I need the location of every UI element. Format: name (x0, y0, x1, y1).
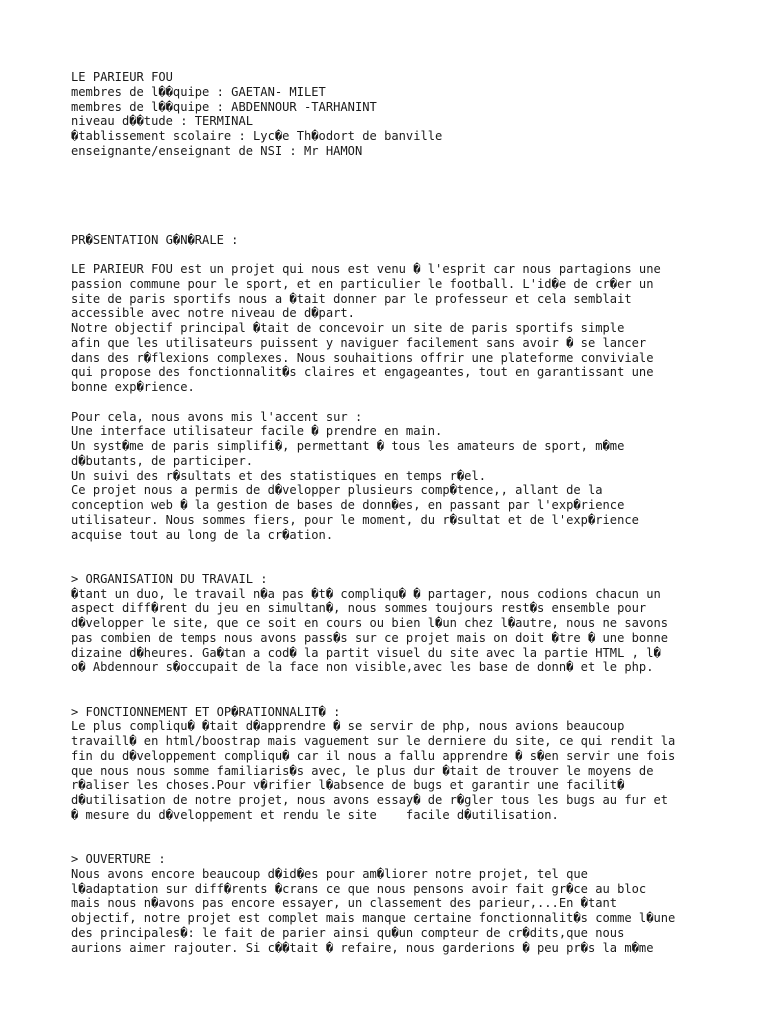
text-line: que nous nous somme familiaris�s avec, le plus dur �tait de trouver le moyens de (71, 763, 654, 778)
document-page (71, 70, 731, 955)
section-organisation (71, 572, 731, 675)
text-line: pas combien de temps nous avons pass�s sur ce projet mais on doit �tre � une bonne (71, 630, 669, 645)
text-line: aurions aimer rajouter. Si c��tait � refaire, nous garderions � peu pr�s la m�me (71, 940, 654, 955)
text-line: � mesure du d�veloppement et rendu le site facile d�utilisation. (71, 807, 559, 822)
section-title: > ORGANISATION DU TRAVAIL : (71, 571, 268, 586)
team-member-1: membres de l��quipe : GAETAN- MILET (71, 84, 326, 99)
team-member-2: membres de l��quipe : ABDENNOUR -TARHANINT (71, 99, 377, 114)
text-line: fin du d�veloppement compliqu� car il nous a fallu apprendre � s�en servir une fois (71, 748, 676, 763)
section-title: > FONCTIONNEMENT ET OP�RATIONNALIT� : (71, 704, 341, 719)
text-line: des principales�: le fait de parier ainsi qu�un compteur de cr�dits,que nous (71, 925, 625, 940)
document-header (71, 70, 731, 159)
study-level: niveau d��tude : TERMINAL (71, 114, 254, 129)
text-line: Ce projet nous a permis de d�velopper plusieurs comp�tence,, allant de la (71, 483, 603, 498)
paragraph (71, 410, 731, 543)
text-line: l�adaptation sur diff�rents �crans ce que nous pensons avoir fait gr�ce au bloc (71, 881, 647, 896)
section-presentation (71, 233, 731, 543)
text-line: d�butants, de participer. (71, 453, 254, 468)
text-line: aspect diff�rent du jeu en simultan�, nous sommes toujours rest�s ensemble pour (71, 601, 647, 616)
teacher-name: enseignante/enseignant de NSI : Mr HAMON (71, 143, 363, 158)
paragraph (71, 262, 731, 395)
text-line: qui propose des fonctionnalit�s claires et engageantes, tout en garantissant une (71, 365, 654, 380)
text-line: accessible avec notre niveau de d�part. (71, 306, 355, 321)
section-title: PR�SENTATION G�N�RALE : (71, 232, 239, 247)
paragraph (71, 719, 731, 822)
text-line: Pour cela, nous avons mis l'accent sur : (71, 409, 363, 424)
text-line: d�velopper le site, que ce soit en cours ou bien l�un chez l�autre, nous ne savons (71, 616, 669, 630)
text-line: o� Abdennour s�occupait de la face non visible,avec les base de donn� et le php. (71, 660, 654, 675)
text-line: afin que les utilisateurs puissent y naviguer facilement sans avoir � se lancer (71, 335, 647, 350)
section-ouverture (71, 852, 731, 955)
text-line: site de paris sportifs nous a �tait donner par le professeur et cela semblait (71, 291, 632, 306)
section-title: > OUVERTURE : (71, 852, 166, 866)
text-line: �tant un duo, le travail n�a pas �t� compliqu� � partager, nous codions chacun un (71, 586, 661, 601)
text-line: Nous avons encore beaucoup d�id�es pour am�liorer notre projet, tel que (71, 866, 588, 881)
text-line: travaill� en html/boostrap mais vaguement sur le derniere du site, ce qui rendit la (71, 734, 676, 748)
school-name: �tablissement scolaire : Lyc�e Th�odort de banville (71, 129, 443, 143)
text-line: dizaine d�heures. Ga�tan a cod� la partit visuel du site avec la partie HTML , l� (71, 645, 661, 660)
text-line: conception web � la gestion de bases de donn�es, en passant par l'exp�rience (71, 498, 625, 512)
text-line: Un suivi des r�sultats et des statistiques en temps r�el. (71, 468, 487, 483)
text-line: dans des r�flexions complexes. Nous souhaitions offrir une plateforme conviviale (71, 350, 654, 365)
text-line: r�aliser les choses.Pour v�rifier l�absence de bugs et garantir une facilit� (71, 778, 625, 793)
spacer (71, 159, 731, 233)
text-line: objectif, notre projet est complet mais manque certaine fonctionnalit�s comme l�une (71, 911, 676, 925)
section-fonctionnement (71, 705, 731, 823)
text-line: Notre objectif principal �tait de concevoir un site de paris sportifs simple (71, 321, 625, 335)
text-line: acquise tout au long de la cr�ation. (71, 527, 334, 542)
paragraph (71, 867, 731, 956)
paragraph (71, 587, 731, 676)
text-line: LE PARIEUR FOU est un projet qui nous est venu � l'esprit car nous partagions une (71, 262, 661, 276)
text-line: utilisateur. Nous sommes fiers, pour le moment, du r�sultat et de l'exp�rience (71, 512, 639, 527)
text-line: passion commune pour le sport, et en particulier le football. L'id�e de cr�er un (71, 276, 654, 291)
text-line: Une interface utilisateur facile � prendre en main. (71, 424, 443, 439)
project-title: LE PARIEUR FOU (71, 70, 173, 84)
text-line: Le plus compliqu� �tait d�apprendre � se servir de php, nous avions beaucoup (71, 719, 625, 734)
text-line: mais nous n�avons pas encore essayer, un classement des parieur,...En �tant (71, 896, 618, 911)
text-line: d�utilisation de notre projet, nous avons essay� de r�gler tous les bugs au fur et (71, 793, 669, 807)
text-line: Un syst�me de paris simplifi�, permettant � tous les amateurs de sport, m�me (71, 439, 625, 453)
text-line: bonne exp�rience. (71, 380, 195, 394)
